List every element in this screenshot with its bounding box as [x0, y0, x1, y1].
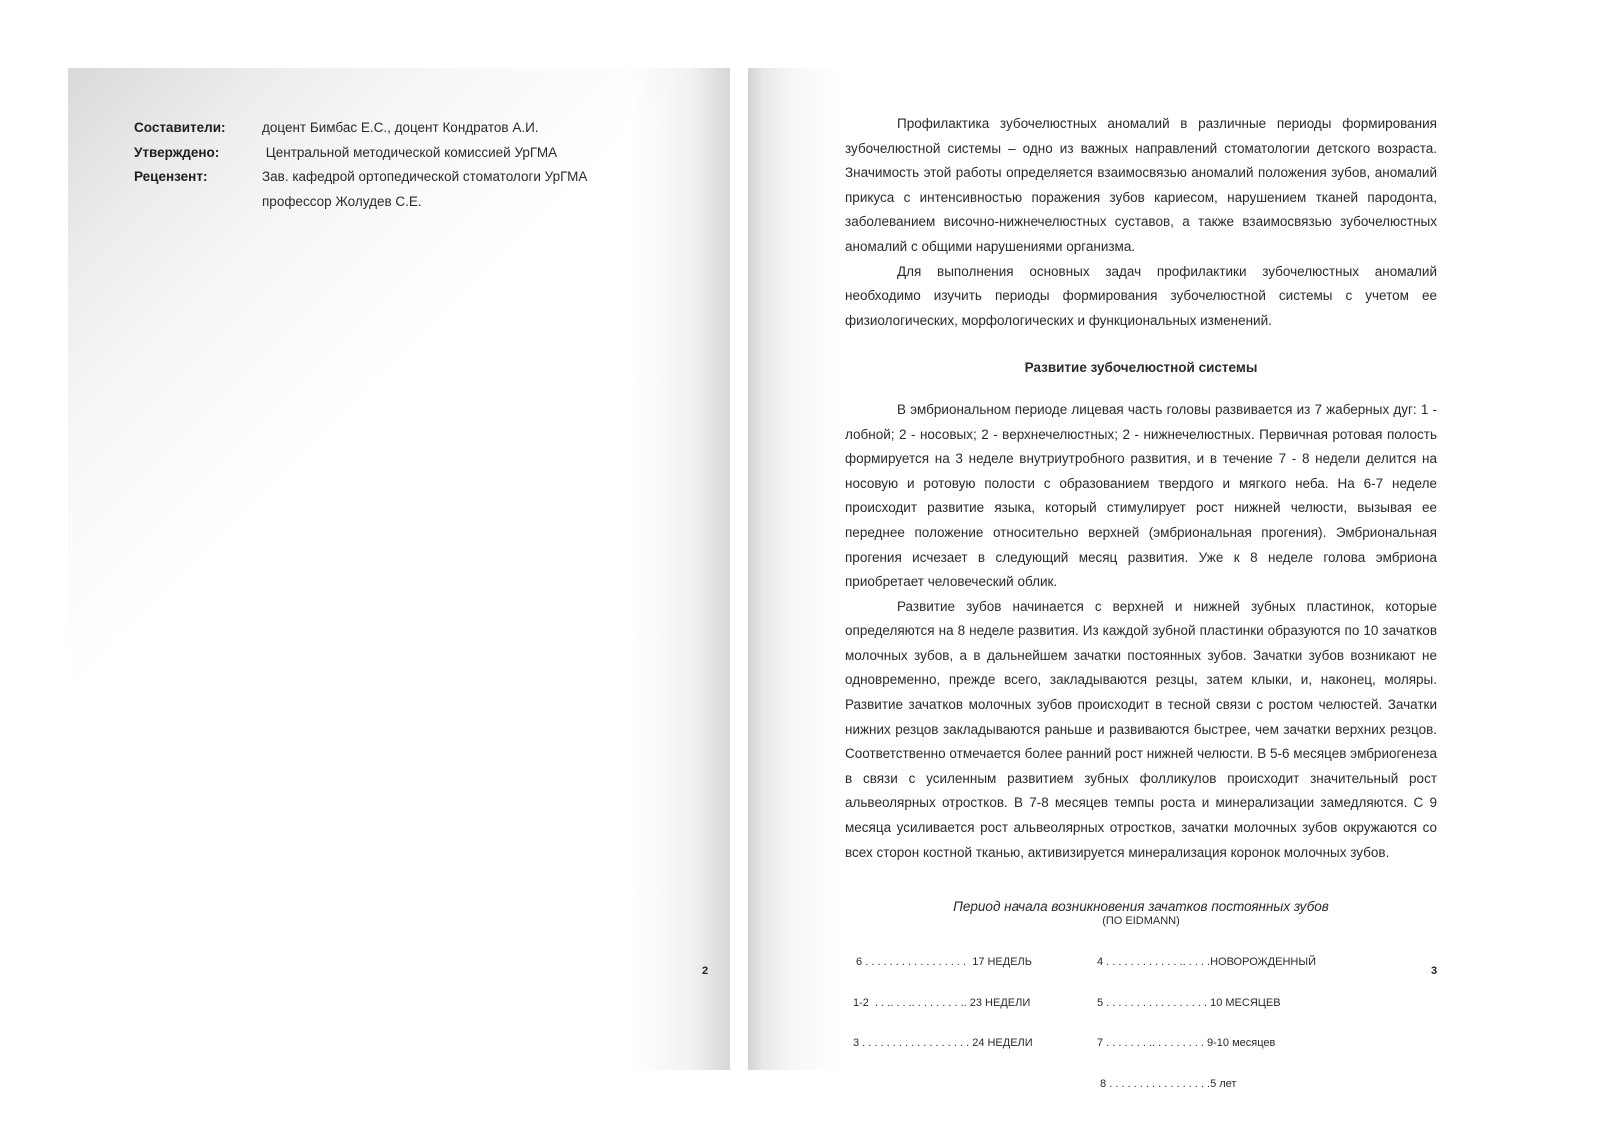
paragraph: Профилактика зубочелюстных аномалий в различные периоды формирования зубочелюстной системы – одно из важных направлений стоматологии детского возраста. Значимость этой работы определяется взаимосвязью аномалий положения зубов, аномалий прикуса с интенсивностью поражения зубов кариесом, нарушением тканей пародонта, заболеванием височно-нижнечелюстных суставов, а также взаимосвязью зубочелюстных аномалий с общими нарушениями организма.: [845, 116, 1437, 254]
credit-label: Составители:: [134, 120, 226, 135]
credit-value: Зав. кафедрой ортопедической стоматологи УрГМА: [262, 169, 588, 184]
paragraph: Развитие зубов начинается с верхней и нижней зубных пластинок, которые определяются на 8 неделе развития. Из каждой зубной пластинки образуются по 10 зачатков молочных зубов, а в дальнейшем зачатки постоянных зубов. Зачатки зубов возникают не одновременно, прежде всего, закладываются резцы, затем клыки, и, наконец, моляры. Развитие зачатков молочных зубов происходит в тесной связи с ростом челюстей. Зачатки нижних резцов закладываются раньше и развиваются быстрее, чем зачатки верхних резцов. Соответственно отмечается более ранний рост нижней челюсти. В 5-6 месяцев эмбриогенеза в связи с усиленным развитием зубных фолликулов происходит значительный рост альвеолярных отростков. В 7-8 месяцев темпы роста и минерализации замедляются. С 9 месяца усиливается рост альвеолярных отростков, зачатки молочных зубов окружаются со всех сторон костной тканью, активизируется минерализация коронок молочных зубов.: [845, 598, 1437, 860]
paragraph: В эмбриональном периоде лицевая часть головы развивается из 7 жаберных дуг: 1 - лобной; 2 - носовых; 2 - верхнечелюстных; 2 - нижнечелюстных. Первичная ротовая полость формируется на 3 неделе внутриутробного развития, и в течение 7 - 8 недели делится на носовую и ротовую полости с образованием твердого и мягкого неба. На 6-7 неделе происходит развитие языка, который стимулирует рост нижней челюсти, вызывая ее переднее положение относительно верхней (эмбриональная прогения). Эмбриональная прогения исчезает в следующий месяц развития. Уже к 8 неделе голова эмбриона приобретает человеческий облик.: [845, 401, 1437, 590]
table-row: 8 . . . . . . . . . . . . . . . . .5 лет: [1097, 1077, 1237, 1090]
credit-value: Центральной методической комиссией УрГМА: [262, 144, 558, 160]
table-subtitle: (ПО EIDMANN): [1102, 915, 1180, 927]
table-left-column: [853, 929, 1033, 1078]
paragraph: Для выполнения основных задач профилактики зубочелюстных аномалий необходимо изучить периоды формирования зубочелюстной системы с учетом ее физиологических, морфологических и функциональных изменений.: [845, 263, 1437, 328]
right-page: [748, 68, 1491, 1090]
credit-label: Утверждено:: [134, 144, 220, 160]
table-title: Период начала возникновения зачатков постоянных зубов: [953, 899, 1329, 914]
table-row: 6 . . . . . . . . . . . . . . . . . 17 НЕДЕЛЬ: [853, 956, 1032, 968]
credit-value: профессор Жолудев С.Е.: [262, 193, 422, 209]
page-number-left: 2: [702, 965, 709, 977]
main-text: [845, 112, 1437, 865]
table-row: 5 . . . . . . . . . . . . . . . . . 10 МЕСЯЦЕВ: [1097, 996, 1281, 1009]
page-number-right: 3: [1431, 965, 1438, 977]
credit-value: доцент Бимбас Е.С., доцент Кондратов А.И.: [262, 120, 539, 135]
table-right-column: [1097, 929, 1316, 1118]
table-row: 7 . . . . . . . .. . . . . . . . . 9-10 месяцев: [1097, 1037, 1276, 1049]
credit-label: Рецензент:: [134, 169, 208, 184]
section-title: Развитие зубочелюстной системы: [1024, 360, 1258, 376]
table-row: 4 . . . . . . . . . . . . .. . . . .НОВОРОЖДЕННЫЙ: [1097, 956, 1316, 968]
left-page: [68, 68, 730, 1070]
table-row: 3 . . . . . . . . . . . . . . . . . . 24 НЕДЕЛИ: [853, 1037, 1033, 1049]
table-row: 1-2 . . .. . . .. . . . . . . . .. 23 НЕДЕЛИ: [853, 996, 1031, 1009]
